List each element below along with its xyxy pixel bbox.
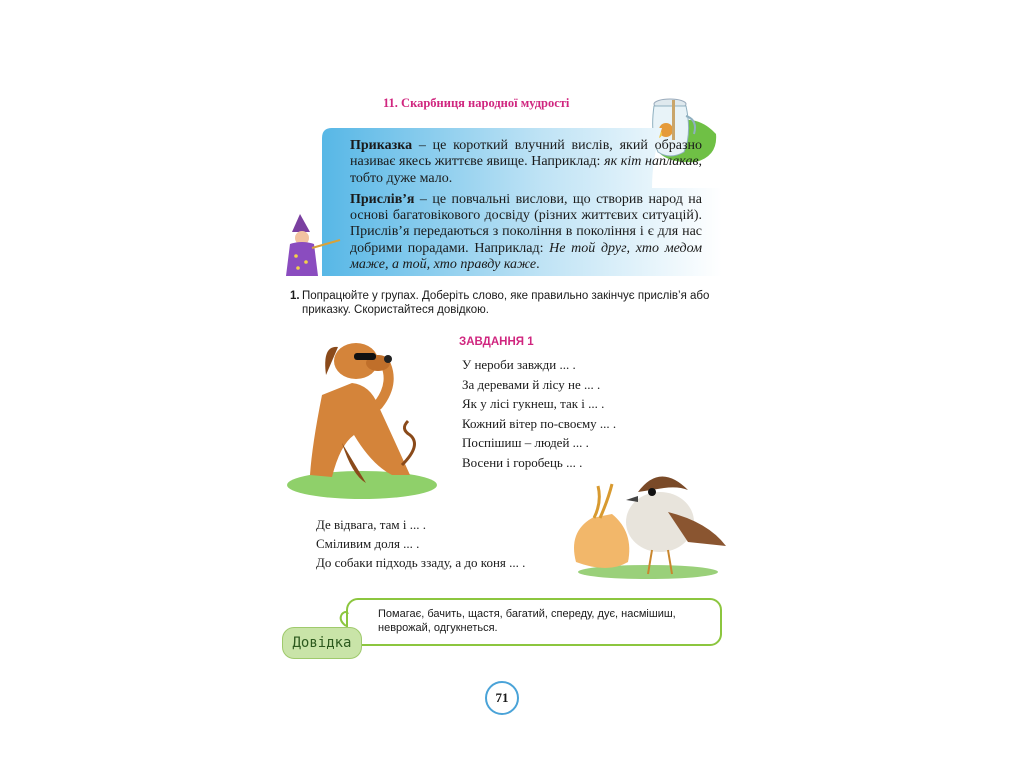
proverbs-right-list (462, 355, 616, 472)
help-box (346, 598, 722, 646)
pryslivia-definition (350, 192, 702, 273)
proverb-line: Сміливим доля ... . (316, 536, 420, 551)
proverb-line: Поспішиш – людей ... . (462, 435, 589, 450)
pryslivia-term: Прислів’я (350, 191, 415, 207)
prykazka-term: Приказка (350, 138, 413, 153)
definitions-text (350, 138, 702, 278)
task-number: 1. (290, 290, 300, 302)
help-text: Помагає, бачить, щастя, багатий, спереду, дує, насмішиш, неврожай, одгукнеться. (378, 608, 676, 634)
proverb-line: Де відвага, там і ... . (316, 517, 426, 532)
proverb-line: Як у лісі гукнеш, так і ... . (462, 396, 605, 411)
pryslivia-example: Не той друг, хто медом маже, а той, хто правду каже (350, 240, 703, 273)
section-title: 11. Скарбниця народної мудрості (383, 96, 570, 110)
prykazka-example: як кіт наплакав (604, 154, 699, 170)
proverb-line: До собаки підходь ззаду, а до коня ... . (316, 555, 526, 570)
prykazka-example-tail: , тобто дуже мало. (350, 154, 703, 186)
curl-decoration-icon (336, 606, 352, 628)
pryslivia-tail: . (536, 257, 540, 273)
prykazka-text: – це короткий влучний вислів, який образно називає якесь життєве явище. (350, 138, 702, 170)
sparrow-illustration (568, 462, 728, 582)
prykazka-example-intro: Наприклад: (531, 154, 605, 170)
help-label: Довідка (282, 627, 362, 659)
wizard-illustration (282, 210, 342, 278)
pryslivia-text: – це повчальні вислови, що створив народ на основі багатовікового досвіду (різних життєвих ситуацій). Прислів’я передаються з покоління в покоління і є для нас добрими порадами. Наприклад: (350, 191, 702, 256)
page-number: 71 (485, 681, 519, 715)
task-text: Попрацюйте у групах. Доберіть слово, яке правильно закінчує прислів’я або приказку. Скористайтеся довідкою. (302, 290, 710, 316)
definition-box (322, 128, 722, 276)
zavdannia-label: ЗАВДАННЯ 1 (459, 336, 534, 348)
dog-illustration (282, 325, 437, 500)
proverb-line: За деревами й лісу не ... . (462, 376, 601, 392)
prykazka-definition (350, 138, 702, 187)
proverb-line: У нероби завжди ... . (462, 357, 576, 372)
proverbs-left-list (316, 515, 525, 572)
proverb-line: Кожний вітер по-своєму ... . (462, 415, 617, 431)
proverb-line: Восени і горобець ... . (462, 454, 583, 470)
task-1 (290, 289, 710, 317)
